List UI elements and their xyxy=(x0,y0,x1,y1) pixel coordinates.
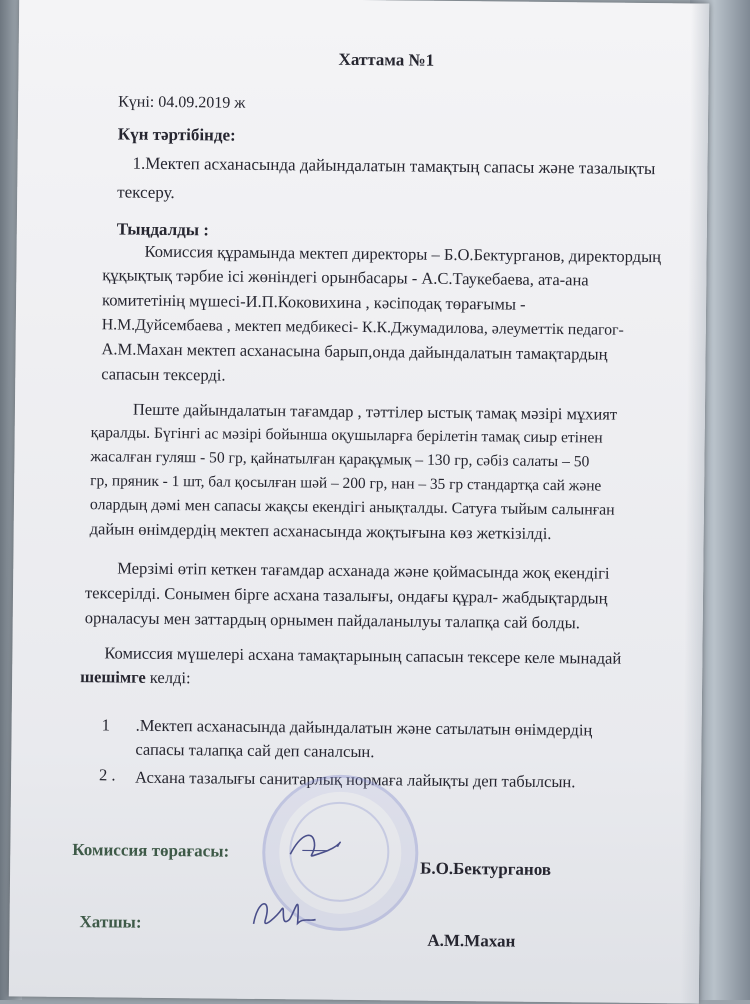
secretary-signature xyxy=(243,879,324,940)
commission-line: А.М.Махан мектеп асханасына барып,онда дайындалатын тамақтардың xyxy=(101,339,608,364)
item-line: Асхана тазалығы санитарлық нормаға лайықты деп табылсын. xyxy=(134,767,576,792)
check-line: олардың дәмі мен сапасы жақсы екендігі анықталды. Сатуға тыйым салынған xyxy=(89,496,615,519)
item-line: сапасы талапқа сай деп саналсын. xyxy=(135,739,375,762)
check-line: гр, пряник - 1 шт, бал қосылған шәй – 200 гр, нан – 35 гр стандартқа сай және xyxy=(90,472,602,495)
item-number: 2 . xyxy=(99,765,116,785)
agenda-line: тексеру. xyxy=(117,182,175,203)
commission-line: құқықтық тәрбие ісі жөніндегі орынбасары - А.С.Таукебаева, ата-ана xyxy=(102,265,589,290)
secretary-name: А.М.Махан xyxy=(427,930,516,951)
agenda-line: 1.Мектеп асханасында дайындалатын тамақтың сапасы және тазалықты xyxy=(132,153,656,179)
decision-line xyxy=(80,667,191,688)
document-date: Күні: 04.09.2019 ж xyxy=(118,93,246,112)
heard-heading: Тыңдалды : xyxy=(116,219,210,240)
check-line: жасалған гуляш - 50 гр, қайнатылған қарақұмық – 130 гр, сәбіз салаты – 50 xyxy=(90,448,590,471)
check-line: қаралды. Бүгінгі ас мәзірі бойынша оқушыларға берілетін тамақ сиыр етінен xyxy=(90,424,603,447)
agenda-heading: Күн тәртібінде: xyxy=(117,124,236,145)
document-page xyxy=(9,0,709,1004)
check-line: дайын өнімдердің мектеп асханасында жоқтығына көз жеткізілді. xyxy=(89,519,552,544)
expired-line: Мерзімі өтіп кеткен тағамдар асханада және қоймасында жоқ екендігі xyxy=(117,558,610,583)
check-line: Пеште дайындалатын тағамдар , тәттілер ыстық тамақ мәзірі мұхият xyxy=(132,399,618,424)
item-number: 1 xyxy=(101,715,110,735)
expired-line: тексерілді. Сонымен бірге асхана тазалығы, ондағы құрал- жабдықтардың xyxy=(84,583,608,608)
commission-line: комитетінің мүшесі-И.П.Коковихина , кәсіподақ төрағымы - xyxy=(101,290,526,314)
item-line: .Мектеп асханасында дайындалатын және сатылатын өнімдердің xyxy=(135,715,593,740)
decision-rest: келді: xyxy=(145,667,191,688)
chair-label: Комиссия төрағасы: xyxy=(72,840,230,861)
document-title: Хаттама №1 xyxy=(338,49,435,70)
commission-line: сапасын тексерді. xyxy=(101,364,226,385)
chair-signature xyxy=(282,824,352,865)
decision-line: Комиссия мүшелері асхана тамақтарының сапасын тексере келе мынадай xyxy=(104,643,622,668)
commission-line: Комиссия құрамында мектеп директоры – Б.О.Бектурганов, директордың xyxy=(144,241,662,267)
chair-name: Б.О.Бектурганов xyxy=(420,858,552,880)
expired-line: орналасуы мен заттардың орнымен пайдаланылуы талапқа сай болды. xyxy=(84,608,581,633)
commission-line: Н.М.Дуйсембаева , мектеп медбикесі- К.К.Джумадилова, әлеуметтік педагог- xyxy=(101,316,624,339)
decision-bold-word: шешімге xyxy=(80,667,146,687)
secretary-label: Хатшы: xyxy=(79,912,142,932)
